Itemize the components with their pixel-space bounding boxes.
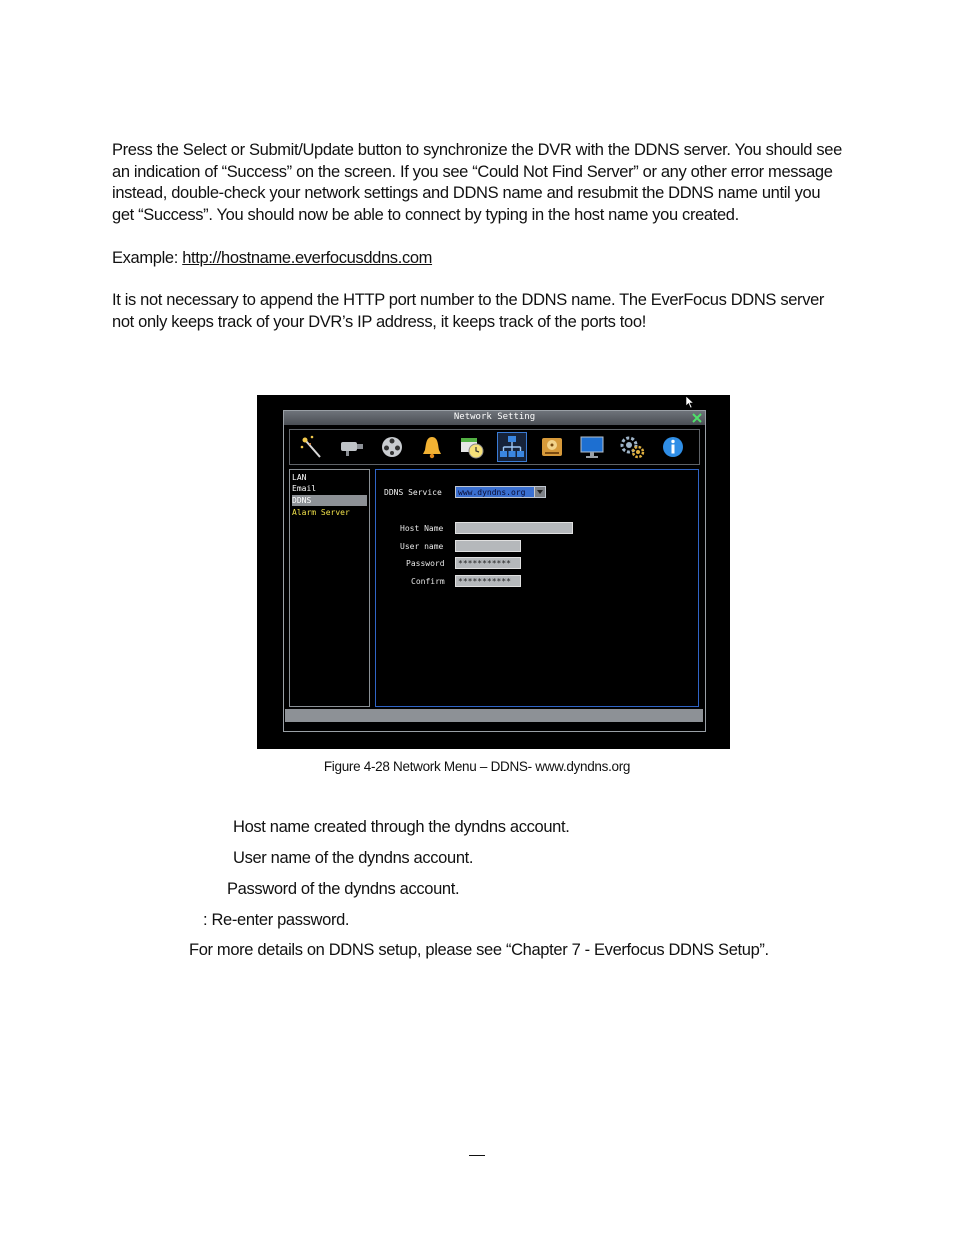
schedule-icon[interactable] — [458, 433, 486, 461]
password-description: Password of the dyndns account. — [227, 880, 460, 898]
confirm-field[interactable]: *********** — [455, 575, 521, 587]
more-details-note: For more details on DDNS setup, please see “Chapter 7 - Everfocus DDNS Setup”. — [189, 941, 769, 959]
port-note-paragraph: It is not necessary to append the HTTP port number to the DDNS name. The EverFocus DDNS server not only keeps track of your DVR’s IP address, it keeps track of the ports too! — [112, 291, 825, 331]
menu-item-lan[interactable]: LAN — [292, 473, 307, 482]
ddns-service-label: DDNS Service — [384, 488, 442, 497]
example-link[interactable]: http://hostname.everfocusddns.com — [182, 249, 433, 267]
display-icon[interactable] — [578, 433, 606, 461]
chevron-down-icon[interactable] — [534, 487, 545, 497]
network-icon — [498, 433, 526, 461]
figure-caption: Figure 4-28 Network Menu – DDNS- www.dyndns.org — [323, 759, 631, 774]
menu-item-ddns[interactable]: DDNS — [292, 495, 367, 506]
menu-item-email[interactable]: Email — [292, 484, 317, 493]
close-icon[interactable] — [691, 411, 703, 424]
menu-item-alarm-server[interactable]: Alarm Server — [292, 508, 350, 517]
camera-icon[interactable] — [338, 433, 366, 461]
window-title: Network Setting — [453, 412, 536, 422]
dvr-screenshot — [257, 395, 730, 749]
wizard-icon[interactable] — [298, 433, 326, 461]
example-line — [112, 248, 842, 270]
example-prefix: Example: — [112, 249, 183, 267]
ddns-service-select[interactable] — [455, 486, 546, 498]
alarm-bell-icon[interactable] — [418, 433, 446, 461]
network-icon-tab[interactable] — [497, 432, 527, 462]
ddns-settings-panel — [375, 469, 699, 707]
user-name-label: User name — [400, 542, 444, 551]
password-field[interactable]: *********** — [455, 557, 521, 569]
backup-icon[interactable] — [538, 433, 566, 461]
intro-paragraph: Press the Select or Submit/Update button to synchronize the DVR with the DDNS server. You should see an indication of “Success” on the screen. If you see “Could Not Find Server” or any other error message instead, double-check your network settings and DDNS name and resubmit the DDNS name until you get “Success”. You should now be able to connect by typing in the host name you created. — [112, 141, 842, 225]
host-name-description: Host name created through the dyndns account. — [233, 818, 570, 836]
confirm-description: : Re-enter password. — [203, 911, 350, 929]
record-icon[interactable] — [378, 433, 406, 461]
system-settings-icon[interactable] — [618, 433, 646, 461]
ddns-service-value: www.dyndns.org — [458, 488, 526, 497]
password-label: Password — [406, 559, 445, 568]
submenu-panel — [289, 469, 370, 707]
host-name-label: Host Name — [400, 524, 444, 533]
toolbar — [289, 429, 700, 465]
user-name-field[interactable] — [455, 540, 521, 552]
user-name-description: User name of the dyndns account. — [233, 849, 474, 867]
mouse-cursor-icon — [685, 395, 695, 409]
info-icon[interactable] — [659, 433, 687, 461]
status-bar — [285, 709, 703, 722]
network-setting-window — [283, 410, 706, 732]
host-name-field[interactable] — [455, 522, 573, 534]
confirm-label: Confirm — [411, 577, 445, 586]
page-number-line — [469, 1155, 485, 1156]
window-titlebar — [284, 411, 705, 425]
